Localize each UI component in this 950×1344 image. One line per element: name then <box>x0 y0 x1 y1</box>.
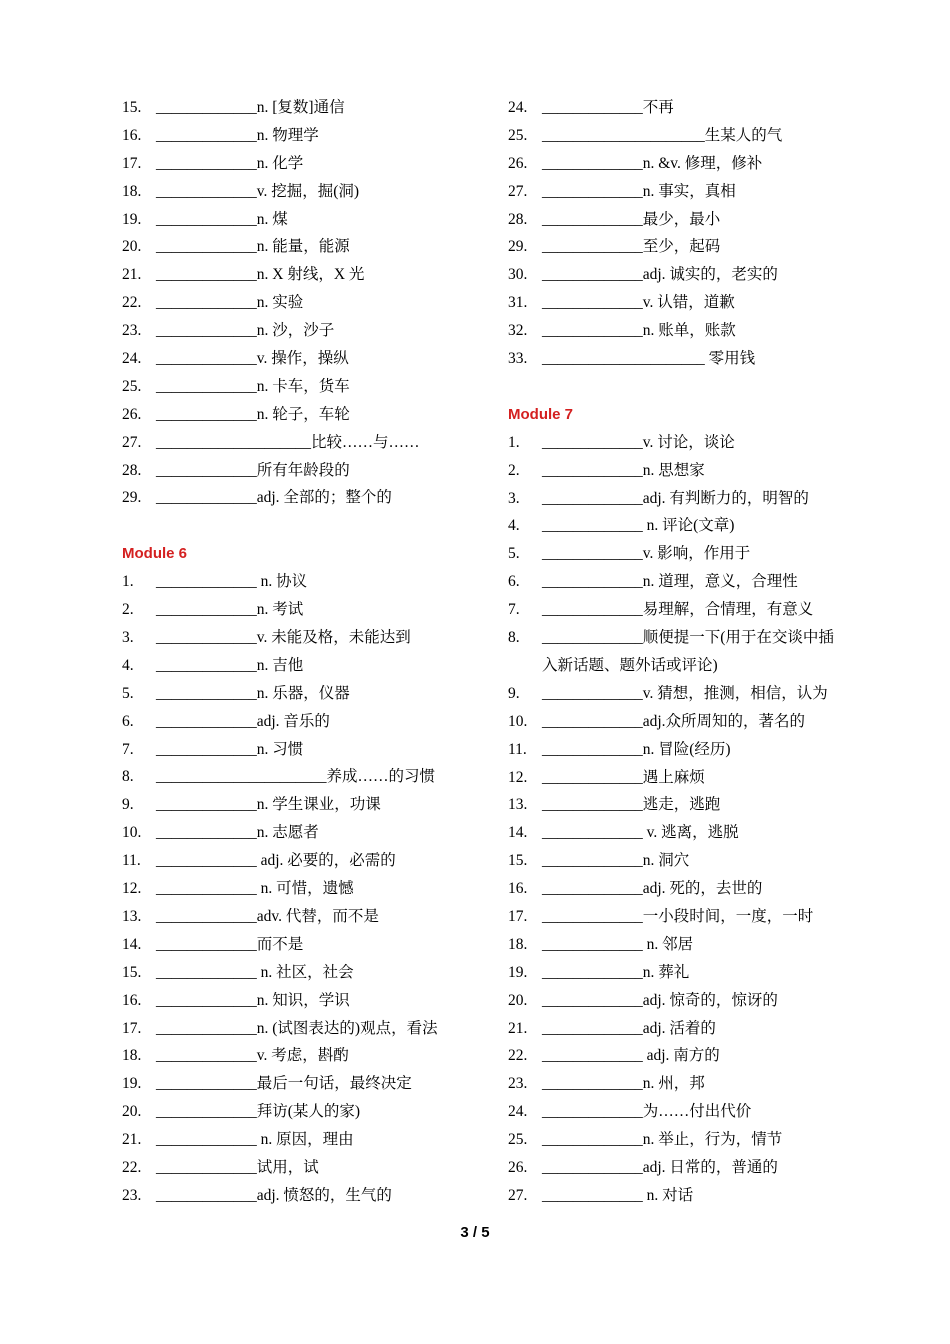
entry-number: 24. <box>508 1103 528 1121</box>
entry-number: 15. <box>508 852 528 870</box>
entry-text: _____________adj. 活着的 <box>542 1019 716 1037</box>
entry-text: _____________v. 猜想，推测，相信，认为 <box>542 684 828 702</box>
entry-number: 24. <box>508 99 528 116</box>
entry-number: 16. <box>122 126 142 144</box>
vocab-entry <box>122 931 482 959</box>
entry-text: _____________v. 认错，道歉 <box>542 294 735 312</box>
entry-text: _____________而不是 <box>156 935 304 953</box>
entry-number: 21. <box>122 1131 142 1149</box>
vocab-entry <box>122 401 482 429</box>
entry-text: ______________________养成……的习惯 <box>156 768 436 786</box>
vocab-entry <box>122 150 482 178</box>
vocab-entry <box>508 94 888 122</box>
vocab-list <box>122 568 482 1209</box>
entry-number: 8. <box>122 768 134 786</box>
spacer <box>122 512 482 540</box>
entry-number: 19. <box>122 1075 142 1093</box>
entry-text: _____________所有年龄段的 <box>156 461 350 479</box>
vocab-entry <box>122 289 482 317</box>
entry-text: _____________ n. 社区，社会 <box>156 963 354 981</box>
entry-text: _____________v. 讨论，谈论 <box>542 433 735 451</box>
entry-text: _____________n. 葬礼 <box>542 963 690 981</box>
spacer <box>508 373 888 401</box>
vocab-entry <box>508 1182 888 1210</box>
entry-number: 4. <box>508 517 520 535</box>
vocab-entry <box>122 457 482 485</box>
entry-text: _____________v. 挖掘，掘(洞) <box>156 182 360 200</box>
entry-number: 5. <box>122 684 134 702</box>
vocab-list <box>508 680 888 1210</box>
entry-number: 10. <box>508 712 528 730</box>
vocab-entry <box>508 233 888 261</box>
vocab-entry <box>122 261 482 289</box>
vocab-entry <box>122 94 482 122</box>
vocab-entry <box>122 875 482 903</box>
entry-number: 15. <box>122 99 142 116</box>
entry-number: 10. <box>122 824 142 842</box>
vocab-entry <box>122 1154 482 1182</box>
vocab-entry <box>508 736 888 764</box>
entry-number: 17. <box>122 1019 142 1037</box>
entry-number: 27. <box>508 182 528 200</box>
entry-text: _____________n. 志愿者 <box>156 824 319 842</box>
vocab-entry <box>122 791 482 819</box>
entry-number: 7. <box>122 740 134 758</box>
entry-text: _____________至少，起码 <box>542 238 721 256</box>
vocab-entry <box>508 1126 888 1154</box>
entry-number: 6. <box>122 712 134 730</box>
entry-text: _____________adj. 日常的，普通的 <box>542 1158 778 1176</box>
entry-number: 9. <box>122 796 134 814</box>
entry-text: _____________n. 账单，账款 <box>542 322 736 340</box>
entry-number: 19. <box>508 963 528 981</box>
entry-number: 16. <box>122 991 142 1009</box>
vocab-entry <box>122 903 482 931</box>
entry-text: _____________易理解，合情理，有意义 <box>542 601 814 619</box>
entry-text: _____________n. 煤 <box>156 210 288 228</box>
vocab-entry <box>122 763 482 791</box>
entry-text: _____________v. 未能及格，未能达到 <box>156 629 411 647</box>
vocab-entry <box>508 1015 888 1043</box>
vocab-entry <box>122 373 482 401</box>
entry-text-continued: 入新话题、题外话或评论) <box>542 656 718 674</box>
entry-number: 2. <box>508 461 520 479</box>
vocab-entry <box>122 484 482 512</box>
vocab-entry <box>122 1042 482 1070</box>
entry-text: _____________n. 考试 <box>156 601 304 619</box>
vocab-entry <box>508 1154 888 1182</box>
entry-number: 23. <box>508 1075 528 1093</box>
entry-number: 1. <box>122 573 134 591</box>
entry-text: _____________ adj. 必要的，必需的 <box>156 852 396 870</box>
entry-text: _____________n. 沙，沙子 <box>156 322 335 340</box>
entry-text: _____________n. (试图表达的)观点，看法 <box>156 1019 438 1037</box>
vocab-entry <box>508 903 888 931</box>
entry-text: _____________n. &v. 修理，修补 <box>542 154 763 172</box>
vocab-entry <box>122 959 482 987</box>
entry-number: 32. <box>508 322 528 340</box>
entry-number: 33. <box>508 350 528 368</box>
entry-text: _____________adj. 愤怒的，生气的 <box>156 1186 392 1204</box>
entry-number: 5. <box>508 545 520 563</box>
entry-text: _____________ n. 邻居 <box>542 935 694 953</box>
vocab-entry <box>122 652 482 680</box>
entry-text: _____________v. 影响，作用于 <box>542 545 751 563</box>
vocab-entry <box>122 624 482 652</box>
vocab-entry <box>122 1126 482 1154</box>
entry-number: 30. <box>508 266 528 284</box>
entry-text: _____________n. 道理，意义，合理性 <box>542 573 798 591</box>
entry-text: _____________试用，试 <box>156 1158 319 1176</box>
vocab-entry <box>508 150 888 178</box>
entry-number: 12. <box>122 880 142 898</box>
entry-number: 21. <box>122 266 142 284</box>
vocab-entry <box>122 987 482 1015</box>
vocab-entry <box>508 485 888 513</box>
entry-text: _____________n. 卡车，货车 <box>156 377 350 395</box>
entry-number: 25. <box>122 377 142 395</box>
vocab-entry <box>122 122 482 150</box>
entry-number: 24. <box>122 350 142 368</box>
vocab-entry <box>122 317 482 345</box>
entry-number: 13. <box>508 796 528 814</box>
vocab-entry <box>122 708 482 736</box>
entry-number: 3. <box>122 629 134 647</box>
page-number: 3 / 5 <box>460 1224 490 1241</box>
vocab-entry <box>508 708 888 736</box>
entry-number: 12. <box>508 768 528 786</box>
entry-number: 27. <box>122 433 142 451</box>
entry-number: 22. <box>122 294 142 312</box>
entry-text: _____________adj. 音乐的 <box>156 712 330 730</box>
entry-number: 19. <box>122 210 142 228</box>
right-column <box>508 94 888 1210</box>
entry-text: _____________逃走，逃跑 <box>542 796 721 814</box>
entry-number: 20. <box>122 1103 142 1121</box>
entry-text: _____________n. 物理学 <box>156 126 319 144</box>
vocab-entry <box>508 680 888 708</box>
entry-text: _____________n. 思想家 <box>542 461 705 479</box>
vocab-entry <box>122 596 482 624</box>
entry-number: 7. <box>508 601 520 619</box>
vocab-entry <box>508 206 888 234</box>
entry-text: _____________n. 知识，学识 <box>156 991 350 1009</box>
entry-number: 29. <box>122 489 142 507</box>
entry-text: _____________________ 零用钱 <box>542 350 756 368</box>
vocab-entry <box>508 429 888 457</box>
vocab-list <box>508 94 888 373</box>
vocab-entry <box>508 819 888 847</box>
entry-number: 6. <box>508 573 520 591</box>
entry-text: _____________最少，最小 <box>542 210 721 228</box>
entry-text: _____________n. X 射线，X 光 <box>156 266 365 284</box>
entry-text: _____________一小段时间，一度，一时 <box>542 907 814 925</box>
entry-number: 15. <box>122 963 142 981</box>
entry-number: 31. <box>508 294 528 312</box>
entry-number: 18. <box>508 935 528 953</box>
entry-number: 26. <box>508 1158 528 1176</box>
entry-text: _____________n. 州，邦 <box>542 1075 705 1093</box>
entry-text: _____________ n. 原因，理由 <box>156 1131 354 1149</box>
vocab-entry <box>122 568 482 596</box>
entry-number: 17. <box>122 154 142 172</box>
entry-text: _____________n. 洞穴 <box>542 852 690 870</box>
entry-text: _____________ n. 协议 <box>156 573 308 591</box>
entry-text: _____________n. 冒险(经历) <box>542 740 731 758</box>
entry-text: _____________为……付出代价 <box>542 1103 752 1121</box>
entry-text: _____________n. 轮子，车轮 <box>156 405 350 423</box>
entry-number: 26. <box>508 154 528 172</box>
vocab-entry <box>508 512 888 540</box>
entry-number: 28. <box>122 461 142 479</box>
vocab-entry <box>122 847 482 875</box>
module-7-title: Module 7 <box>508 405 574 423</box>
entry-number: 21. <box>508 1019 528 1037</box>
entry-text: _____________v. 操作，操纵 <box>156 350 349 368</box>
entry-number: 9. <box>508 684 520 702</box>
vocab-entry <box>122 206 482 234</box>
vocab-entry <box>508 1098 888 1126</box>
entry-text: _____________ v. 逃离，逃脱 <box>542 824 739 842</box>
vocab-entry <box>508 987 888 1015</box>
entry-text: _____________顺便提一下(用于在交谈中插 <box>542 629 834 647</box>
vocab-entry <box>122 1070 482 1098</box>
entry-number: 20. <box>508 991 528 1009</box>
entry-text: _____________n. 能量，能源 <box>156 238 350 256</box>
entry-text: _____________adj. 全部的；整个的 <box>156 489 392 507</box>
vocab-entry <box>508 540 888 568</box>
vocab-entry <box>508 345 888 373</box>
vocab-list <box>122 94 482 512</box>
vocab-entry <box>122 736 482 764</box>
entry-text: _____________n. 吉他 <box>156 656 304 674</box>
vocab-entry <box>122 680 482 708</box>
entry-text: _____________ n. 对话 <box>542 1186 694 1204</box>
vocab-entry <box>508 764 888 792</box>
entry-number: 23. <box>122 1186 142 1204</box>
entry-text: _____________不再 <box>542 99 674 116</box>
vocab-entry <box>508 931 888 959</box>
entry-text: _____________n. 事实，真相 <box>542 182 736 200</box>
vocab-entry <box>508 791 888 819</box>
entry-text: ____________________比较……与…… <box>156 433 420 451</box>
vocab-entry <box>508 959 888 987</box>
vocab-entry <box>122 1015 482 1043</box>
vocab-entry <box>508 457 888 485</box>
entry-text: _____________adj. 诚实的，老实的 <box>542 266 778 284</box>
entry-number: 18. <box>122 1047 142 1065</box>
entry-number: 23. <box>122 322 142 340</box>
entry-text: _____________遇上麻烦 <box>542 768 705 786</box>
vocab-entry <box>508 875 888 903</box>
entry-text: _____________n. 乐器，仪器 <box>156 684 350 702</box>
entry-text: _____________adj.众所周知的，著名的 <box>542 712 806 730</box>
entry-number: 16. <box>508 880 528 898</box>
vocab-entry <box>122 345 482 373</box>
entry-text: _____________最后一句话，最终决定 <box>156 1075 412 1093</box>
entry-number: 20. <box>122 238 142 256</box>
entry-number: 22. <box>508 1047 528 1065</box>
vocab-entry <box>508 1042 888 1070</box>
entry-number: 11. <box>122 852 141 870</box>
vocab-entry <box>122 233 482 261</box>
entry-number: 8. <box>508 629 520 647</box>
entry-number: 18. <box>122 182 142 200</box>
vocab-entry <box>508 261 888 289</box>
entry-text: _____________adv. 代替，而不是 <box>156 907 379 925</box>
entry-text: _____________ adj. 南方的 <box>542 1047 720 1065</box>
vocab-entry <box>122 178 482 206</box>
vocab-list <box>508 429 888 624</box>
entry-text: _____________v. 考虑，斟酌 <box>156 1047 349 1065</box>
entry-text: _____________n. 化学 <box>156 154 304 172</box>
entry-text: _____________ n. 可惜，遗憾 <box>156 880 354 898</box>
entry-number: 26. <box>122 405 142 423</box>
vocab-entry <box>122 429 482 457</box>
vocab-entry <box>508 568 888 596</box>
vocab-entry <box>508 317 888 345</box>
entry-number: 2. <box>122 601 134 619</box>
entry-number: 1. <box>508 433 520 451</box>
entry-number: 29. <box>508 238 528 256</box>
vocab-entry <box>508 178 888 206</box>
entry-number: 13. <box>122 907 142 925</box>
left-column <box>122 94 482 1210</box>
entry-number: 25. <box>508 126 528 144</box>
entry-text: _____________n. 举止，行为，情节 <box>542 1131 783 1149</box>
entry-text: _____________n. 习惯 <box>156 740 304 758</box>
entry-number: 28. <box>508 210 528 228</box>
entry-number: 4. <box>122 656 134 674</box>
vocab-entry <box>508 596 888 624</box>
entry-text: _____________adj. 惊奇的，惊讶的 <box>542 991 778 1009</box>
entry-number: 17. <box>508 907 528 925</box>
vocab-entry <box>508 1070 888 1098</box>
vocab-entry <box>122 1098 482 1126</box>
entry-text: _____________ n. 评论(文章) <box>542 517 735 535</box>
vocab-entry <box>122 1182 482 1210</box>
module-6-title: Module 6 <box>122 545 188 563</box>
vocab-entry <box>508 624 888 680</box>
entry-number: 27. <box>508 1186 528 1204</box>
entry-text: _____________n. 学生课业，功课 <box>156 796 381 814</box>
entry-number: 25. <box>508 1131 528 1149</box>
entry-text: _____________________生某人的气 <box>542 126 783 144</box>
vocab-entry <box>508 289 888 317</box>
entry-text: _____________拜访(某人的家) <box>156 1103 361 1121</box>
entry-number: 14. <box>508 824 528 842</box>
entry-number: 11. <box>508 740 527 758</box>
vocab-entry <box>508 122 888 150</box>
entry-number: 14. <box>122 935 142 953</box>
vocab-entry <box>508 847 888 875</box>
entry-text: _____________n. 实验 <box>156 294 304 312</box>
entry-text: _____________n. [复数]通信 <box>156 99 345 116</box>
entry-text: _____________adj. 死的，去世的 <box>542 880 763 898</box>
entry-number: 22. <box>122 1158 142 1176</box>
entry-text: _____________adj. 有判断力的，明智的 <box>542 489 809 507</box>
vocab-entry <box>122 819 482 847</box>
entry-number: 3. <box>508 489 520 507</box>
